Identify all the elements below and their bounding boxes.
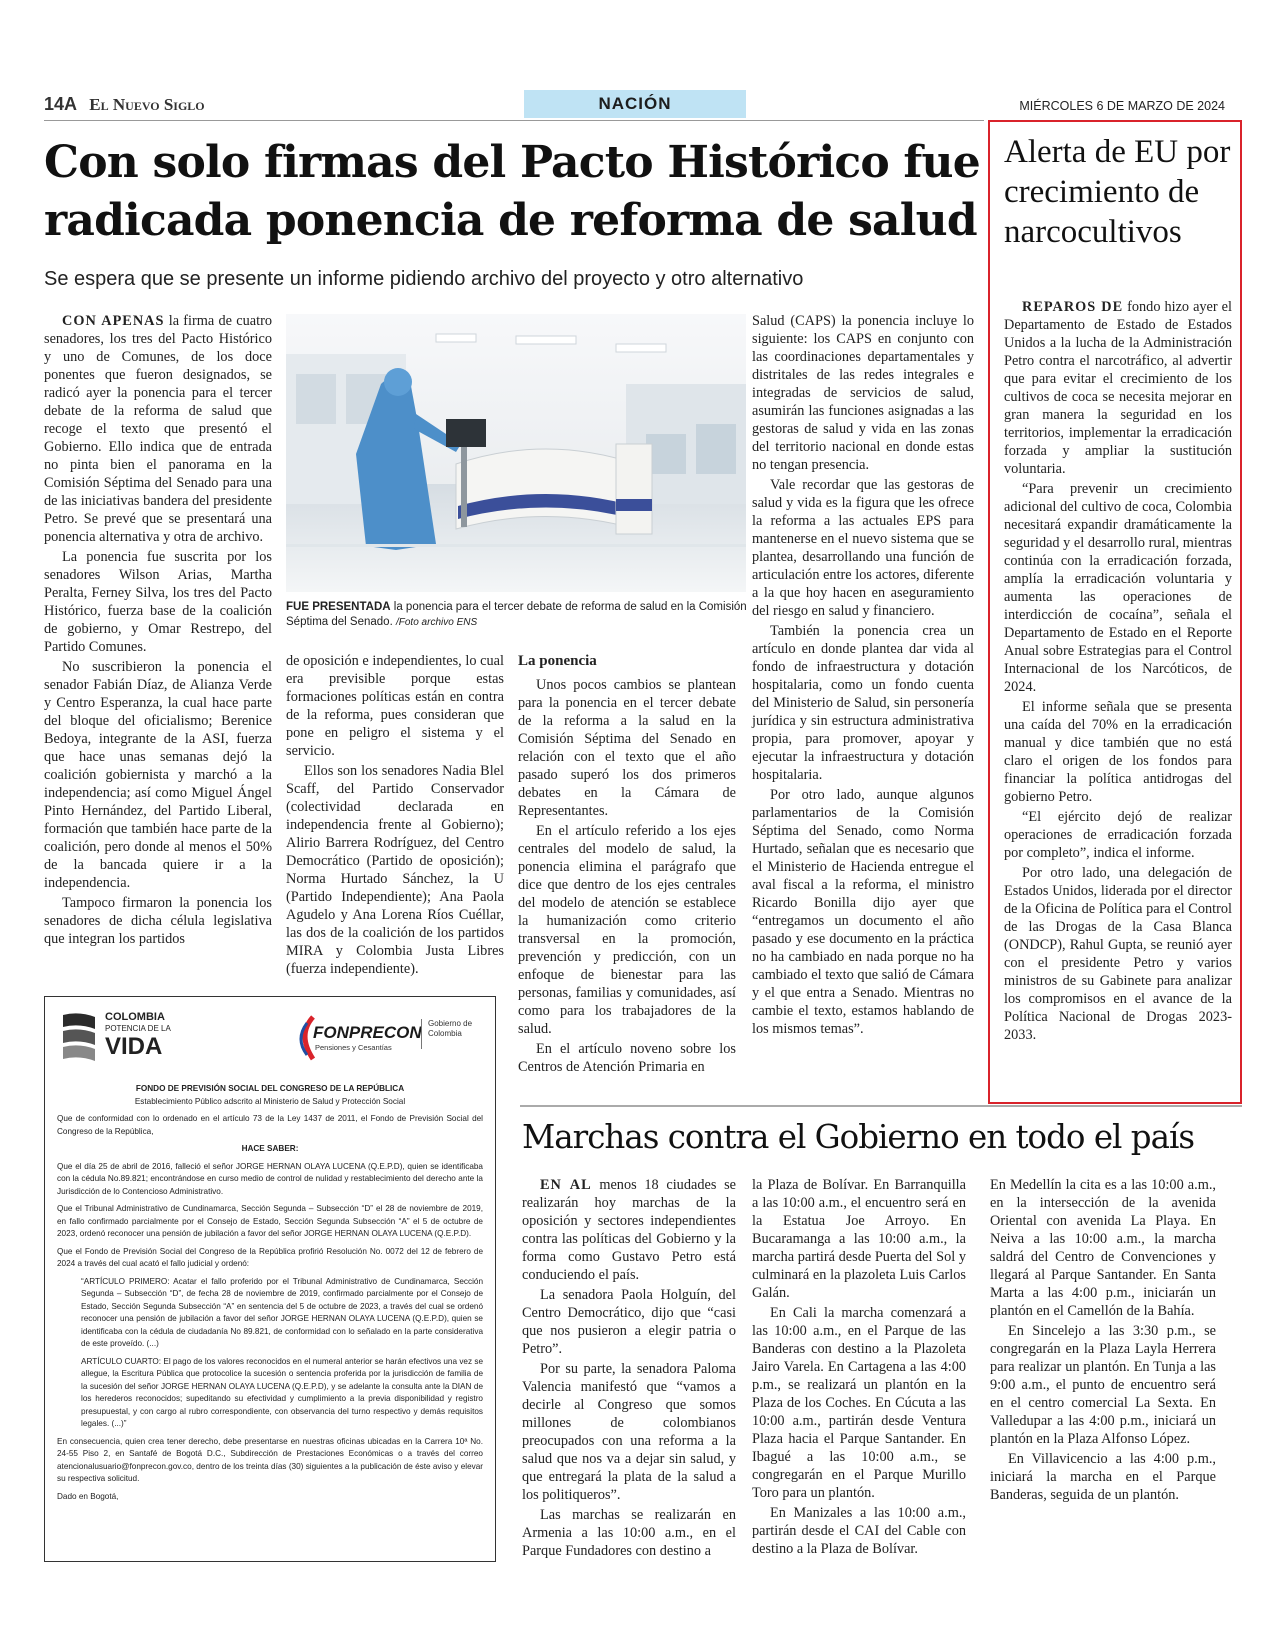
paragraph: “El ejército dejó de realizar operaciones de erradicación forzada por completo”, indica el informe. [1004,809,1232,861]
paragraph: La ponencia fue suscrita por los senadores Wilson Arias, Martha Peralta, Ferney Silva, los tres del Pacto Histórico, fuerza base de la coalición de gobierno, y Omar Restrepo, del Partido Comunes. [44,549,272,655]
paragraph: Tampoco firmaron la ponencia los senadores de dicha célula legislativa que integran los partidos [44,895,272,947]
paragraph: En el artículo noveno sobre los Centros de Atención Primaria en [518,1041,736,1075]
paragraph: de oposición e independientes, lo cual era previsible porque estas formaciones políticas están en contra de la reforma, pues consideran que pone en peligro el sistema y el servicio. [286,653,504,759]
paragraph: Las marchas se realizarán en Armenia a las 10:00 a.m., en el Parque Fundadores con destino a [522,1507,736,1559]
main-article-column-2 [286,652,504,980]
paragraph: “Para prevenir un crecimiento adicional del cultivo de coca, Colombia necesitará expandir dramáticamente la seguridad y el desarrollo rural, mientras continúa con la erradicación forzada, amplía la erradicación voluntaria y aumenta las operaciones de interdicción de cocaína”, señala el Departamento de Estado en el Reporte Anual sobre Estrategias para el Control Internacional de los Narcóticos, de 2024. [1004,481,1232,695]
main-article-column-4 [752,312,974,1040]
paragraph: El informe señala que se presenta una caída del 70% en la erradicación manual y dice también que no está claro el origen de los fondos para financiar la política antidrogas del gobierno Petro. [1004,699,1232,805]
paragraph: Por otro lado, aunque algunos parlamentarios de la Comisión Séptima del Senado, como Norma Hurtado, señalan que es necesario que el Ministerio de Hacienda entregue el aval fiscal a la reforma, el ministro Ricardo Bonilla dijo ayer que “entregamos un documento el año pasado y ese documento en la práctica no ha cambiado en nada porque no ha cambiado el texto que salió de Cámara y el que entra a Senado. Mientras no cambie el texto, estamos hablando de los mismos temas”. [752,787,974,1037]
notice-paragraph: En consecuencia, quien crea tener derecho, debe presentarse en nuestras oficinas ubicadas en la Carrera 10ª No. 24-55 Piso 2, en Santafé de Bogotá D.C., Subdirección de Prestaciones Económicas o a través del correo atencionalusuario@fonprecon.gov.co, dentro de los treinta días (30) siguientes a la publicación de éste aviso y elevar su respectiva solicitud. [57,1436,483,1483]
photo-credit: /Foto archivo ENS [395,617,478,628]
paragraph: CON APENAS la firma de cuatro senadores, los tres del Pacto Histórico y uno de Comunes, de los doce ponentes que fueron designados, se radicó ayer la ponencia para el tercer debate de la reforma de salud que recoge el texto que presentó el Gobierno. Ello indica que de entrada no pinta bien el panorama en la Comisión Séptima del Senado para una de las iniciativas bandera del presidente Petro. Se prevé que se presentará una ponencia alternativa y otra de archivo. [44,313,273,545]
fonprecon-logo: FONPRECON Pensiones y Cesantías [295,1015,415,1065]
issue-date: MIÉRCOLES 6 DE MARZO DE 2024 [1019,99,1225,113]
paragraph: Salud (CAPS) la ponencia incluye lo siguiente: los CAPS en conjunto con las coordinaciones departamentales y distritales de las redes integrales e integradas de servicios de salud, asumirán las funciones asignadas a las gestoras de salud y vida en las zonas del territorio nacional en donde estas no tengan presencia. [752,313,974,473]
header-divider [44,120,984,121]
page-number: 14A [44,94,78,114]
paragraph: Por otro lado, una delegación de Estados Unidos, liderada por el director de la Oficina de Política para el Control de las Drogas de la Casa Blanca (ONDCP), Rahul Gupta, se reunió ayer con el presidente Petro y varios ministros de su Gabinete para analizar los compromisos en el avance de la Política Nacional de Drogas 2023-2033. [1004,865,1232,1043]
notice-paragraph: Que el día 25 de abril de 2016, falleció el señor JORGE HERNAN OLAYA LUCENA (Q.E.P.D), quien se identificaba con la cédula No.89.821; encontrándose en curso medio de control de nulidad y restablecimiento del derecho ante la Jurisdicción de lo Contencioso Administrativo. [57,1161,483,1196]
paragraph: La senadora Paola Holguín, del Centro Democrático, dijo que “casi que nos pusieron a elegir patria o Petro”. [522,1287,736,1357]
sidebar-headline: Alerta de EU por crecimiento de narcocultivos [1004,134,1231,250]
notice-quote: ARTÍCULO CUARTO: El pago de los valores reconocidos en el numeral anterior se harán efectivos una vez se allegue, la Escritura Pública que protocolice la sucesión o sentencia proferida por la jurisdicción de familia de la sucesión del señor JORGE HERNAN OLAYA LUCENA (Q.E.P.D), y se adelante la consulta ante la DIAN de los herederos reconocidos; supeditando su efectividad y cumplimiento a la previa disponibilidad y registro presupuestal, y con cargo al rubro correspondiente, con observancia del turno respectivo y demás requisitos legales. (...)” [81,1356,483,1428]
sidebar-body [1004,298,1232,1046]
org-subtitle: Establecimiento Público adscrito al Ministerio de Salud y Protección Social [134,1096,406,1106]
paragraph: EN AL menos 18 ciudades se realizarán hoy marchas de la oposición y sectores independientes contra las políticas del Gobierno y la forma como Gustavo Petro está conduciendo el país. [522,1177,736,1283]
paragraph: Por su parte, la senadora Paloma Valencia manifestó que “vamos a decirle al Congreso que somos millones de colombianos preocupados con una reforma a la salud que nos va a dejar sin salud, y que entregará la plata de la salud a los politiqueros”. [522,1361,736,1503]
second-headline: Marchas contra el Gobierno en todo el país [522,1118,1195,1156]
notice-paragraph: Que el Tribunal Administrativo de Cundinamarca, Sección Segunda – Subsección “D” el 28 de noviembre de 2019, en fallo confirmado parcialmente por el Consejo de Estado, Sección Segunda Subsección “A” el 5 de octubre de 2023, ordenó reconocer una pensión de jubilación a favor del señor JORGE HERNAN OLAYA LUCENA (Q.E.P.D). [57,1204,483,1238]
paragraph: También la ponencia crea un artículo en donde plantea dar vida al fondo de infraestructura y dotación hospitalaria, como un fondo cuenta del Ministerio de Salud, sin personería jurídica y sin estructura administrativa propia, para promover, apoyar y ejecutar la infraestructura y dotación hospitalaria. [752,623,974,783]
lead-word: EN AL [540,1177,592,1193]
colombia-flag-icon [59,1011,101,1065]
legal-notice-text [57,1083,483,1508]
gobierno-logo: Gobierno de Colombia [421,1019,488,1049]
hospital-illustration [286,314,746,592]
paragraph: Vale recordar que las gestoras de salud y vida es la figura que les ofrece la reforma a las actuales EPS para mantenerse en el nuevo sistema que se plantea, desarrollando una función de articulación entre los actores, diferente a la que hoy hacen en aseguramiento del riesgo en salud y financiero. [752,477,974,619]
org-title: FONDO DE PREVISIÓN SOCIAL DEL CONGRESO DE LA REPÚBLICA [135,1084,405,1093]
paragraph: En Cali la marcha comenzará a las 10:00 a.m., en el Parque de las Banderas con destino a la Plazoleta Jairo Varela. En Cartagena a las 4:00 p.m., se realizará un plantón en la Plaza de los Coches. En Cúcuta a las 10:00 a.m., partirán desde Ventura Plaza hacia el Parque Santander. En Ibagué a las 10:00 a.m., se congregarán en el Parque Murillo Toro para un plantón. [752,1305,966,1501]
notice-paragraph: Que de conformidad con lo ordenado en el artículo 73 de la Ley 1437 de 2011, el Fondo de Previsión Social del Congreso de la República, [57,1114,483,1136]
second-article-column-2 [752,1176,966,1560]
legal-notice-ad [44,996,496,1562]
notice-paragraph: Dado en Bogotá, [57,1491,119,1501]
hospital-photo [286,314,746,592]
page-header-left [44,94,205,115]
paragraph: En el artículo referido a los ejes centrales del modelo de salud, la ponencia elimina el parágrafo que dice que dentro de los ejes centrales del modelo de atención se establece la humanización como criterio transversal en la promoción, prevención y predicción, con un enfoque de bienestar para las personas, familias y comunidades, así como para los trabajadores de la salud. [518,823,736,1037]
second-article-column-1 [522,1176,736,1562]
paragraph: En Sincelejo a las 3:30 p.m., se congregarán en la Plaza Layla Herrera para realizar un plantón. En Tunja a las 9:00 a.m., el punto de encuentro será en el centro comercial La Sexta. En Valledupar a las 4:00 p.m., iniciará un plantón en la Plaza Alfonso López. [990,1323,1216,1447]
paragraph: la Plaza de Bolívar. En Barranquilla a las 10:00 a.m., el encuentro será en la Estatua Joe Arroyo. En Bucaramanga a las 10:00 a.m., la marcha partirá desde Puerta del Sol y culminará en la plazoleta Luis Carlos Galán. [752,1177,966,1301]
colombia-logo: COLOMBIA POTENCIA DE LA VIDA [59,1009,209,1069]
hace-saber: HACE SABER: [241,1144,299,1153]
notice-quote: “ARTÍCULO PRIMERO: Acatar el fallo proferido por el Tribunal Administrativo de Cundinamarca, Sección Segunda – Subsección “D”, de fecha 28 de noviembre de 2019, confirmado parcialmente por el Consejo de Estado, Sección Segunda Subsección “A” en sentencia del 5 de octubre de 2023, a través del cual se ordenó reconocer una pensión de jubilación a favor del señor JORGE HERNAN OLAYA LUCENA (Q.E.P.D), quien se identificaba con la cédula de ciudadanía No 89.821, de conformidad con lo señalado en la parte considerativa de este proveído. (...) [81,1276,483,1348]
second-article-column-3 [990,1176,1216,1506]
lead-word: REPAROS DE [1022,299,1124,315]
paragraph: En Villavicencio a las 4:00 p.m., iniciará la marcha en el Parque Banderas, seguida de un plantón. [990,1451,1216,1503]
article-divider [520,1105,1242,1107]
notice-paragraph: Que el Fondo de Previsión Social del Congreso de la República profirió Resolución No. 0072 del 12 de febrero de 2024 a través del cual acató el fallo judicial y ordenó: [57,1246,483,1268]
publication-name: El Nuevo Siglo [89,95,205,114]
paragraph: REPAROS DE fondo hizo ayer el Departamento de Estado de Estados Unidos a la lucha de la Administración Petro contra el narcotráfico, al advertir que para evitar el crecimiento de los cultivos de coca se necesita mejorar en gran manera la seguridad en los territorios, implementar la erradicación forzada y ampliar la sustitución voluntaria. [1004,299,1232,477]
main-article-column-1 [44,312,272,950]
caption-lead: FUE PRESENTADA [286,601,391,613]
main-article-column-3 [518,650,736,1078]
main-subtitle: Se espera que se presente un informe pidiendo archivo del proyecto y otro alternativo [44,268,804,290]
lead-word: CON APENAS [62,313,165,329]
photo-caption: FUE PRESENTADA la ponencia para el tercer debate de reforma de salud en la Comisión Séptima del Senado. /Foto archivo ENS [286,601,747,628]
paragraph: Ellos son los senadores Nadia Blel Scaff, del Partido Conservador (colectividad declarada en independencia frente al Gobierno); Alirio Barrera Rodríguez, del Centro Democrático (Partido de oposición); Norma Hurtado Sánchez, la U (Partido Independiente); Ana Paola Agudelo y Ana Lorena Ríos Cuéllar, las dos de la coalición de los partidos MIRA y Colombia Justa Libres (fuerza independiente). [286,763,504,977]
paragraph: No suscribieron la ponencia el senador Fabián Díaz, de Alianza Verde y Centro Esperanza, la cual hace parte del bloque del oficialismo; Berenice Bedoya, integrante de la ASI, fuerza que hace unas semanas dejó la coalición gobiernista y marchó a la independencia; así como Miguel Ángel Pinto Hernández, del Partido Liberal, formación que también hace parte de la coalición, pero donde al menos el 50% de la bancada quiere ir a la independencia. [44,659,272,891]
paragraph: En Manizales a las 10:00 a.m., partirán desde el CAI del Cable con destino a la Plaza de Bolívar. [752,1505,966,1557]
main-headline: Con solo firmas del Pacto Histórico fue radicada ponencia de reforma de salud [44,137,980,246]
paragraph: Unos pocos cambios se plantean para la ponencia en el tercer debate de la reforma a la salud en la Comisión Séptima del Senado en relación con el texto que el año pasado superó los dos primeros debates en la Cámara de Representantes. [518,677,736,819]
paragraph: En Medellín la cita es a las 10:00 a.m., en la intersección de la avenida Oriental con avenida La Playa. En Neiva a las 10:00 a.m., la marcha saldrá del Centro de Convenciones y llegará al Parque Santander. En Santa Marta a las 4:00 p.m., iniciarán un plantón en el Camellón de la Bahía. [990,1177,1216,1319]
section-label: NACIÓN [524,90,746,118]
subhead: La ponencia [518,653,597,669]
